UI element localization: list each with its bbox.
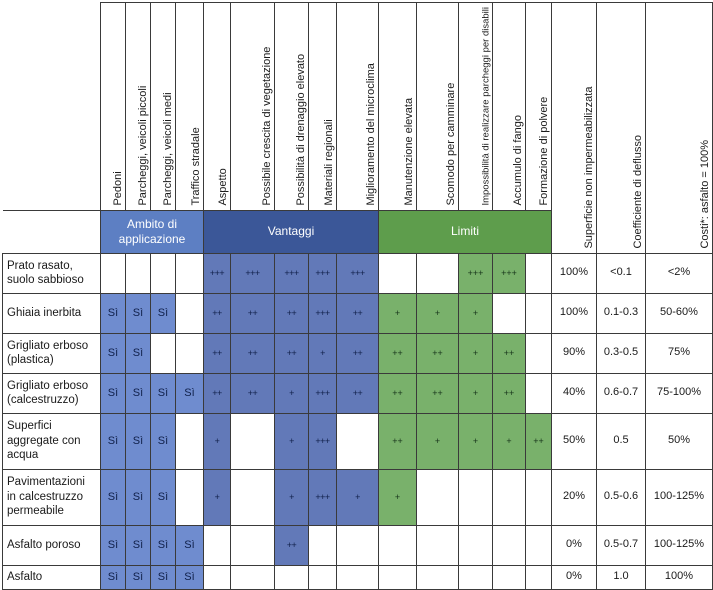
superficie-value: 50% (552, 413, 597, 469)
table-row (3, 373, 713, 413)
limiti-cell (459, 525, 493, 565)
group-header-ambito: Ambito di applicazione (101, 210, 204, 253)
limiti-cell: + (459, 293, 493, 333)
vantaggi-cell: ++ (275, 525, 309, 565)
limiti-cell: +++ (459, 253, 493, 293)
row-label: Superfici aggregate con acqua (3, 413, 101, 469)
limiti-cell (526, 333, 552, 373)
ambito-cell: Sì (151, 525, 176, 565)
limiti-cell (417, 525, 459, 565)
vantaggi-cell: +++ (231, 253, 275, 293)
column-header: Parcheggi, veicoli medi (151, 3, 176, 211)
column-header: Costi*: asfalto = 100% (646, 3, 713, 254)
vantaggi-cell: + (204, 469, 231, 525)
table-row (3, 333, 713, 373)
column-header: Miglioramento del microclima (337, 3, 379, 211)
superficie-value: 0% (552, 525, 597, 565)
corner-cell-group (3, 210, 101, 253)
ambito-cell: Sì (151, 373, 176, 413)
column-header: Scomodo per camminare (417, 3, 459, 211)
costi-value: 100-125% (646, 525, 713, 565)
ambito-cell (176, 469, 204, 525)
limiti-cell (526, 525, 552, 565)
limiti-cell (493, 525, 526, 565)
vantaggi-cell: + (309, 333, 337, 373)
ambito-cell: Sì (126, 293, 151, 333)
ambito-cell: Sì (151, 293, 176, 333)
ambito-cell (126, 253, 151, 293)
vantaggi-cell: + (275, 469, 309, 525)
costi-value: 75% (646, 333, 713, 373)
limiti-cell (493, 565, 526, 589)
vantaggi-cell (337, 413, 379, 469)
column-header: Accumulo di fango (493, 3, 526, 211)
ambito-cell: Sì (126, 565, 151, 589)
column-header: Manutenzione elevata (379, 3, 417, 211)
vantaggi-cell (275, 565, 309, 589)
costi-value: 50% (646, 413, 713, 469)
vantaggi-cell (231, 469, 275, 525)
vantaggi-cell: + (275, 373, 309, 413)
comparison-table (2, 2, 713, 590)
coefficiente-value: 0.3-0.5 (597, 333, 646, 373)
table-row (3, 253, 713, 293)
superficie-value: 100% (552, 293, 597, 333)
vantaggi-cell: +++ (204, 253, 231, 293)
limiti-cell (417, 565, 459, 589)
limiti-cell (526, 253, 552, 293)
row-label: Asfalto poroso (3, 525, 101, 565)
limiti-cell: ++ (526, 413, 552, 469)
coefficiente-value: 0.5-0.7 (597, 525, 646, 565)
vantaggi-cell (231, 413, 275, 469)
row-label: Pavimentazioni in calcestruzzo permeabile (3, 469, 101, 525)
group-header-limiti: Limiti (379, 210, 552, 253)
coefficiente-value: 0.6-0.7 (597, 373, 646, 413)
vantaggi-cell: ++ (337, 333, 379, 373)
vantaggi-cell: +++ (309, 293, 337, 333)
limiti-cell: + (493, 413, 526, 469)
limiti-cell (417, 469, 459, 525)
vantaggi-cell: +++ (337, 253, 379, 293)
vantaggi-cell (309, 525, 337, 565)
vantaggi-cell: +++ (309, 253, 337, 293)
ambito-cell: Sì (126, 333, 151, 373)
ambito-cell: Sì (101, 525, 126, 565)
coefficiente-value: 0.5-0.6 (597, 469, 646, 525)
vantaggi-cell: ++ (204, 373, 231, 413)
superficie-value: 90% (552, 333, 597, 373)
ambito-cell: Sì (126, 525, 151, 565)
column-header: Coefficiente di deflusso (597, 3, 646, 254)
column-header: Traffico stradale (176, 3, 204, 211)
vantaggi-cell: +++ (309, 373, 337, 413)
vantaggi-cell (231, 525, 275, 565)
limiti-cell (379, 253, 417, 293)
column-header: Materiali regionali (309, 3, 337, 211)
limiti-cell (379, 525, 417, 565)
ambito-cell: Sì (176, 525, 204, 565)
table-row (3, 565, 713, 589)
vantaggi-cell: + (275, 413, 309, 469)
column-header: Possibilità di drenaggio elevato (275, 3, 309, 211)
ambito-cell: Sì (151, 469, 176, 525)
limiti-cell (493, 469, 526, 525)
vantaggi-cell: ++ (275, 333, 309, 373)
table-row (3, 413, 713, 469)
ambito-cell: Sì (101, 413, 126, 469)
superficie-value: 100% (552, 253, 597, 293)
vantaggi-cell: +++ (309, 469, 337, 525)
ambito-cell: Sì (101, 469, 126, 525)
row-label: Grigliato erboso (calcestruzzo) (3, 373, 101, 413)
ambito-cell: Sì (101, 333, 126, 373)
table-row (3, 469, 713, 525)
ambito-cell: Sì (151, 413, 176, 469)
ambito-cell: Sì (101, 373, 126, 413)
row-label: Grigliato erboso (plastica) (3, 333, 101, 373)
ambito-cell: Sì (126, 413, 151, 469)
row-label: Prato rasato, suolo sabbioso (3, 253, 101, 293)
vantaggi-cell (231, 565, 275, 589)
row-label: Ghiaia inerbita (3, 293, 101, 333)
costi-value: <2% (646, 253, 713, 293)
limiti-cell (526, 469, 552, 525)
table-row (3, 525, 713, 565)
limiti-cell (459, 469, 493, 525)
vantaggi-cell: +++ (309, 413, 337, 469)
limiti-cell (493, 293, 526, 333)
limiti-cell: ++ (379, 373, 417, 413)
limiti-cell (417, 253, 459, 293)
vantaggi-cell (204, 565, 231, 589)
limiti-cell (459, 565, 493, 589)
ambito-cell: Sì (101, 293, 126, 333)
column-header: Superficie non impermeabilizzata (552, 3, 597, 254)
coefficiente-value: <0.1 (597, 253, 646, 293)
ambito-cell (176, 253, 204, 293)
superficie-value: 0% (552, 565, 597, 589)
column-header: Possibile crescita di vegetazione (231, 3, 275, 211)
costi-value: 75-100% (646, 373, 713, 413)
vantaggi-cell: ++ (204, 293, 231, 333)
vantaggi-cell: + (337, 469, 379, 525)
vantaggi-cell: ++ (231, 373, 275, 413)
vantaggi-cell: + (204, 413, 231, 469)
vantaggi-cell: ++ (337, 373, 379, 413)
limiti-cell: + (459, 373, 493, 413)
limiti-cell: ++ (379, 333, 417, 373)
column-header: Formazione di polvere (526, 3, 552, 211)
vantaggi-cell: ++ (204, 333, 231, 373)
vantaggi-cell: ++ (275, 293, 309, 333)
limiti-cell: ++ (379, 413, 417, 469)
column-header: Parcheggi, veicoli piccoli (126, 3, 151, 211)
vantaggi-cell (309, 565, 337, 589)
ambito-cell: Sì (126, 469, 151, 525)
limiti-cell: + (417, 413, 459, 469)
column-header: Impossibilità di realizzare parcheggi per disabili (459, 3, 493, 211)
limiti-cell: +++ (493, 253, 526, 293)
limiti-cell: + (459, 413, 493, 469)
limiti-cell: ++ (493, 333, 526, 373)
limiti-cell: + (417, 293, 459, 333)
vantaggi-cell (337, 565, 379, 589)
ambito-cell: Sì (126, 373, 151, 413)
ambito-cell (101, 253, 126, 293)
superficie-value: 20% (552, 469, 597, 525)
limiti-cell (526, 565, 552, 589)
limiti-cell: ++ (493, 373, 526, 413)
coefficiente-value: 0.5 (597, 413, 646, 469)
limiti-cell (379, 565, 417, 589)
limiti-cell (526, 373, 552, 413)
ambito-cell (151, 253, 176, 293)
superficie-value: 40% (552, 373, 597, 413)
ambito-cell: Sì (176, 565, 204, 589)
limiti-cell: ++ (417, 333, 459, 373)
limiti-cell: ++ (417, 373, 459, 413)
ambito-cell: Sì (151, 565, 176, 589)
limiti-cell (526, 293, 552, 333)
ambito-cell (176, 413, 204, 469)
vantaggi-cell: +++ (275, 253, 309, 293)
ambito-cell (176, 333, 204, 373)
vantaggi-cell: ++ (231, 293, 275, 333)
ambito-cell (151, 333, 176, 373)
costi-value: 50-60% (646, 293, 713, 333)
corner-cell (3, 3, 101, 211)
limiti-cell: + (379, 469, 417, 525)
ambito-cell (176, 293, 204, 333)
row-label: Asfalto (3, 565, 101, 589)
costi-value: 100% (646, 565, 713, 589)
limiti-cell: + (379, 293, 417, 333)
costi-value: 100-125% (646, 469, 713, 525)
vantaggi-cell: ++ (337, 293, 379, 333)
vantaggi-cell: ++ (231, 333, 275, 373)
coefficiente-value: 0.1-0.3 (597, 293, 646, 333)
ambito-cell: Sì (101, 565, 126, 589)
column-header: Aspetto (204, 3, 231, 211)
vantaggi-cell (204, 525, 231, 565)
limiti-cell: + (459, 333, 493, 373)
ambito-cell: Sì (176, 373, 204, 413)
coefficiente-value: 1.0 (597, 565, 646, 589)
column-header: Pedoni (101, 3, 126, 211)
group-header-vantaggi: Vantaggi (204, 210, 379, 253)
vantaggi-cell (337, 525, 379, 565)
table-row (3, 293, 713, 333)
